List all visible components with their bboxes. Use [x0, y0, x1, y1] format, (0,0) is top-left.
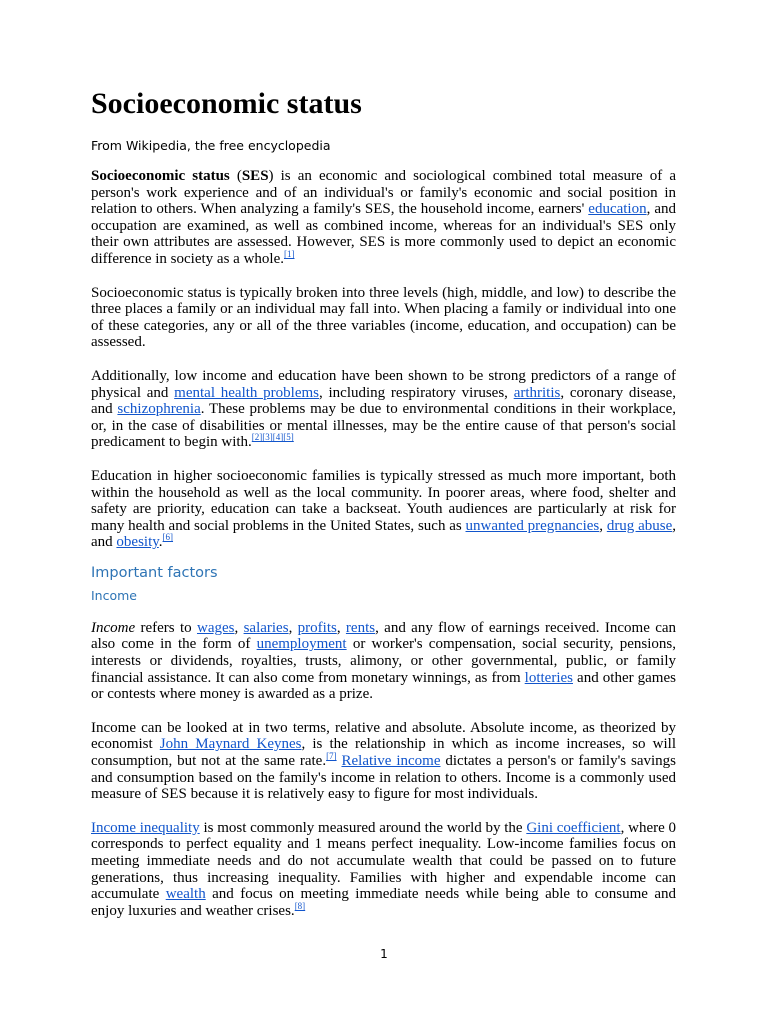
citation-7[interactable]: [7]: [326, 751, 337, 762]
link-arthritis[interactable]: arthritis: [513, 384, 561, 401]
bold-term-ses: Socioeconomic status: [91, 168, 230, 184]
text-run: Income can be looked at in two terms, relative and absolute. Absolute income, as theorized by economist: [91, 719, 676, 753]
link-schizophrenia[interactable]: schizophrenia: [117, 401, 201, 418]
link-education[interactable]: education: [588, 201, 647, 218]
paragraph-inequality: [91, 820, 676, 920]
link-gini-coefficient[interactable]: Gini coefficient: [526, 819, 621, 836]
text-run: is most commonly measured around the world by the: [199, 819, 527, 836]
italic-term-income: Income: [91, 619, 136, 636]
text-run: and other games or contests where money is awarded as a prize.: [91, 669, 676, 703]
link-lotteries[interactable]: lotteries: [524, 669, 573, 686]
link-wealth[interactable]: wealth: [165, 886, 206, 903]
paragraph-intro: [91, 168, 676, 268]
link-obesity[interactable]: obesity: [116, 534, 159, 551]
page-number: 1: [380, 947, 388, 961]
text-run: Education in higher socioeconomic families is typically stressed as much more important, both within the household as well as the local community. In poorer areas, where food, shelter and safety are priority, education can take a backseat. Youth audiences are particularly at risk for many health and social problems in the United States, such as: [91, 467, 676, 534]
text-run: , including respiratory viruses,: [319, 384, 514, 401]
citation-1[interactable]: [1]: [283, 248, 295, 259]
text-run: ,: [599, 517, 607, 534]
text-run: dictates a person's or family's savings and consumption based on the family's income in relation to others. Income is a commonly used measure of SES because it is relatively easy to figure for most individuals.: [91, 753, 676, 803]
link-drug-abuse[interactable]: drug abuse: [606, 517, 673, 534]
link-income-inequality[interactable]: Income inequality: [91, 819, 200, 836]
page-subtitle: From Wikipedia, the free encyclopedia: [91, 138, 331, 153]
heading-important-factors: Important factors: [91, 564, 218, 581]
page-title: Socioeconomic status: [91, 87, 362, 120]
document-page: [91, 82, 676, 919]
text-run: .: [158, 534, 163, 551]
text-run: . These problems may be due to environmental conditions in their workplace, or, in the case of disabilities or mental illnesses, may be the entire cause of that person's social predicament to begin with.: [91, 401, 676, 451]
paragraph-health: [91, 368, 676, 451]
text-run: refers to: [135, 619, 197, 636]
citation-8[interactable]: [8]: [294, 900, 306, 911]
link-relative-income[interactable]: Relative income: [341, 753, 441, 770]
link-wages[interactable]: wages: [196, 619, 235, 636]
text-run: Socioeconomic status is typically broken into three levels (high, middle, and low) to describe the three places a family or an individual may fall into. When placing a family or individual into one of these categories, any or all of the three variables (income, education, and occupation) can be assessed.: [91, 284, 676, 351]
text-run: or worker's compensation, social security, pensions, interests or dividends, royalties, trusts, alimony, or other governmental, public, or family financial assistance. It can also come from monetary winnings, as from: [91, 636, 676, 686]
link-salaries[interactable]: salaries: [243, 619, 289, 636]
citation-6[interactable]: [6]: [162, 532, 174, 543]
text-run: ,: [234, 619, 244, 636]
text-run: , and occupation are examined, as well as combined income, whereas for an individual's SES only their own attributes are assessed. However, SES is more commonly used to depict an economic difference in society as a whole.: [91, 201, 676, 267]
link-mental-health-problems[interactable]: mental health problems: [174, 384, 319, 401]
text-run: , is the relationship in which as income increases, so will consumption, but not at the same rate.: [91, 736, 676, 770]
text-run: , and any flow of earnings received. Income can also come in the form of: [91, 619, 677, 653]
text-run: and focus on meeting immediate needs while being able to consume and enjoy luxuries and weather crises.: [91, 886, 676, 919]
paragraph-income-definition: [91, 620, 676, 703]
text-run: , and: [91, 517, 676, 551]
bold-abbrev-ses: SES: [241, 168, 269, 184]
text-run: Additionally, low income and education have been shown to be strong predictors of a range of physical and: [91, 367, 676, 401]
link-rents[interactable]: rents: [345, 619, 376, 636]
paragraph-education: [91, 468, 676, 551]
paragraph-levels: [91, 285, 676, 351]
citation-2-5[interactable]: [2][3][4][5]: [251, 432, 294, 443]
text-run: (: [229, 168, 242, 184]
text-run: ,: [336, 619, 346, 636]
text-run: ) is an economic and sociological combined total measure of a person's work experience and of an individual's or family's economic and social position in relation to others. When analyzing a family's SES, the household income, earners': [91, 168, 676, 218]
link-unemployment[interactable]: unemployment: [256, 636, 347, 653]
paragraph-relative-absolute: [91, 720, 676, 803]
text-run: , coronary disease, and: [91, 384, 676, 418]
link-profits[interactable]: profits: [297, 619, 337, 636]
text-run: , where 0 corresponds to perfect equality and 1 means perfect inequality. Low-income families focus on meeting immediate needs and do not accumulate wealth that could be passed on to future generations, thus increasing inequality. Families with higher and expendable income can accumulate: [91, 819, 677, 903]
heading-income: Income: [91, 587, 137, 603]
link-john-maynard-keynes[interactable]: John Maynard Keynes: [159, 736, 302, 753]
text-run: ,: [288, 619, 298, 636]
link-unwanted-pregnancies[interactable]: unwanted pregnancies: [465, 517, 600, 534]
